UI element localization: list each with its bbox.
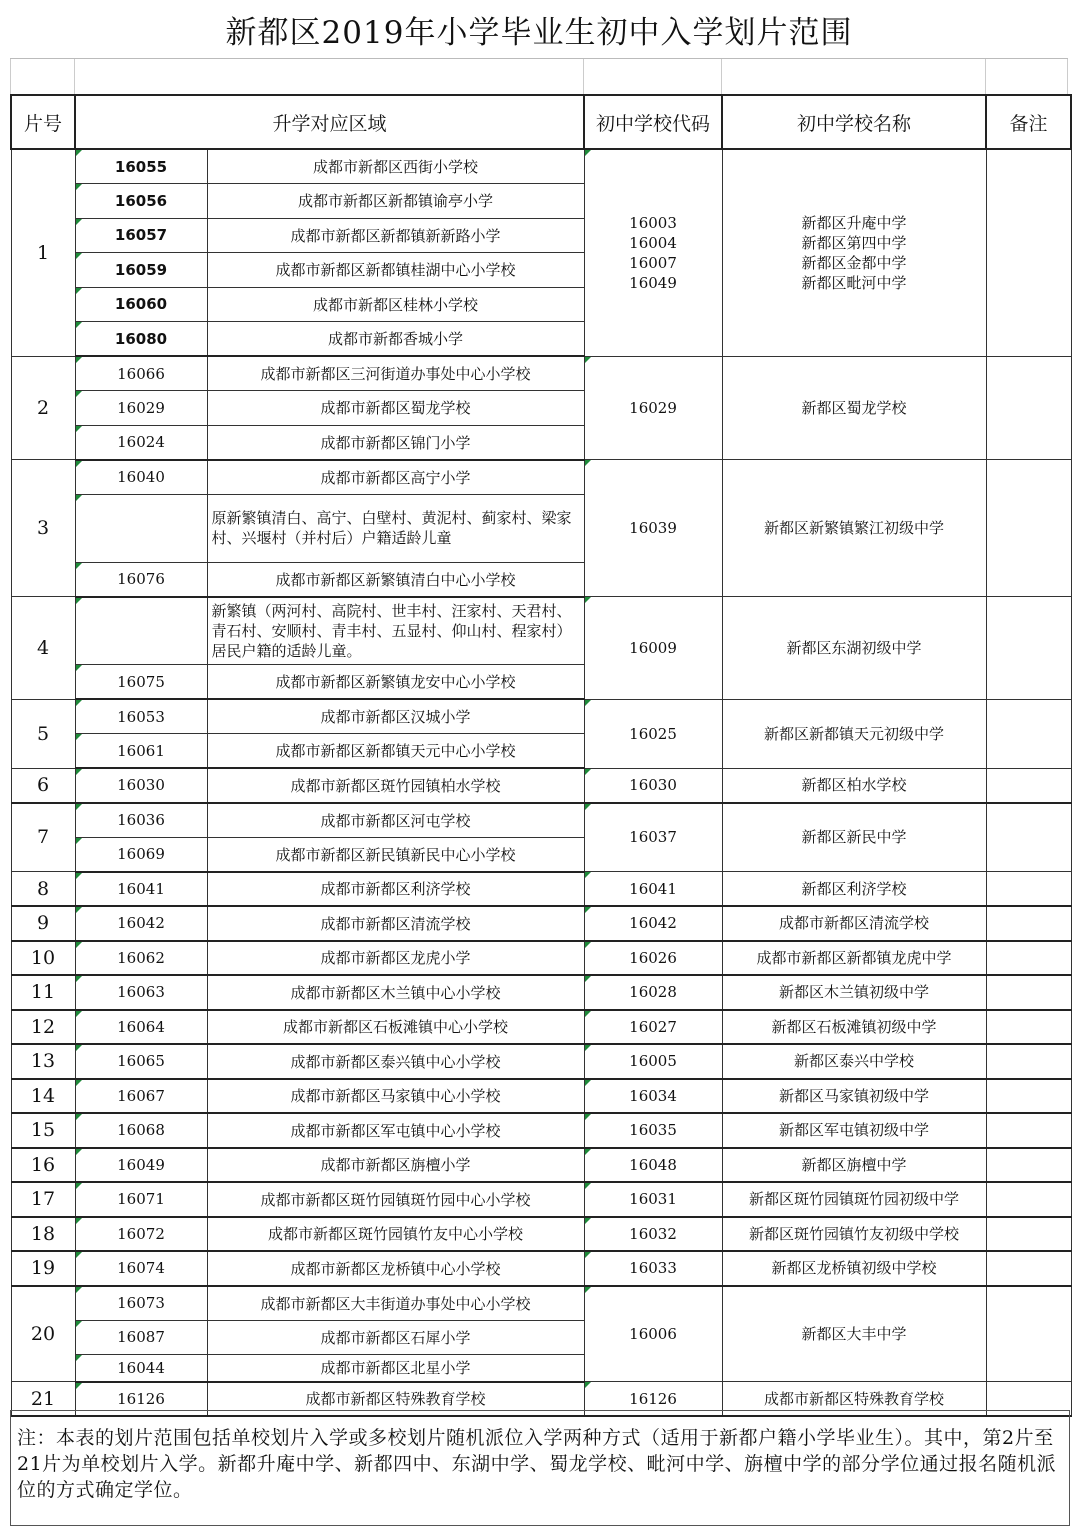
note-cell — [986, 872, 1071, 907]
middle-school-name: 新都区新都镇天元初级中学 — [722, 699, 986, 768]
primary-school-name: 成都市新都区马家镇中心小学校 — [207, 1079, 584, 1114]
middle-school-name: 成都市新都区清流学校 — [722, 906, 986, 941]
primary-school-code: 16055 — [75, 149, 207, 184]
primary-school-code: 16087 — [75, 1320, 207, 1355]
note-cell — [986, 975, 1071, 1010]
middle-school-code: 16035 — [584, 1113, 722, 1148]
table-row — [11, 768, 1071, 803]
pian-number: 15 — [11, 1113, 75, 1148]
note-cell — [986, 1148, 1071, 1183]
pian-number: 10 — [11, 941, 75, 976]
pian-number: 19 — [11, 1251, 75, 1286]
pian-number: 18 — [11, 1217, 75, 1252]
middle-school-name: 新都区马家镇初级中学 — [722, 1079, 986, 1114]
pian-number: 9 — [11, 906, 75, 941]
primary-school-code: 16063 — [75, 975, 207, 1010]
primary-school-name: 成都市新都区新都镇谕亭小学 — [207, 184, 584, 219]
pian-number: 17 — [11, 1182, 75, 1217]
primary-school-code: 16068 — [75, 1113, 207, 1148]
middle-school-code: 16027 — [584, 1010, 722, 1045]
table-row — [11, 1286, 1071, 1321]
primary-school-code: 16040 — [75, 460, 207, 495]
primary-school-code: 16061 — [75, 734, 207, 769]
gridline — [1067, 59, 1068, 95]
header-mcode: 初中学校代码 — [584, 95, 722, 149]
page-title: 新都区2019年小学毕业生初中入学划片范围 — [225, 14, 853, 51]
middle-school-code: 16041 — [584, 872, 722, 907]
middle-school-code: 16033 — [584, 1251, 722, 1286]
primary-school-name: 成都市新都区龙虎小学 — [207, 941, 584, 976]
primary-school-name: 成都市新都区大丰街道办事处中心小学校 — [207, 1286, 584, 1321]
table-row — [11, 1010, 1071, 1045]
zoning-table — [10, 94, 1072, 1417]
primary-school-code: 16067 — [75, 1079, 207, 1114]
primary-school-name: 成都市新都区石犀小学 — [207, 1320, 584, 1355]
primary-school-name: 成都市新都区汉城小学 — [207, 699, 584, 734]
note-cell — [986, 1044, 1071, 1079]
primary-school-name: 成都市新都区斑竹园镇竹友中心小学校 — [207, 1217, 584, 1252]
table-row — [11, 803, 1071, 838]
middle-school-name: 新都区斑竹园镇竹友初级中学校 — [722, 1217, 986, 1252]
table-row — [11, 699, 1071, 734]
pian-number: 14 — [11, 1079, 75, 1114]
middle-school-code: 16003 16004 16007 16049 — [584, 149, 722, 356]
primary-school-name: 新繁镇（两河村、高院村、世丰村、汪家村、天君村、青石村、安顺村、青丰村、五显村、仰山村、程家村）居民户籍的适龄儿童。 — [207, 597, 584, 665]
primary-school-name: 成都市新都区清流学校 — [207, 906, 584, 941]
primary-school-name: 成都市新都区锦门小学 — [207, 425, 584, 460]
primary-school-name: 成都市新都区新民镇新民中心小学校 — [207, 837, 584, 872]
primary-school-name: 成都市新都区三河街道办事处中心小学校 — [207, 356, 584, 391]
pian-number: 7 — [11, 803, 75, 872]
primary-school-name: 成都市新都区蜀龙学校 — [207, 391, 584, 426]
middle-school-code: 16126 — [584, 1382, 722, 1417]
note-cell — [986, 699, 1071, 768]
gridline — [74, 59, 75, 95]
middle-school-name: 新都区木兰镇初级中学 — [722, 975, 986, 1010]
primary-school-name: 成都市新都区泰兴镇中心小学校 — [207, 1044, 584, 1079]
note-cell — [986, 1286, 1071, 1382]
primary-school-code: 16030 — [75, 768, 207, 803]
note-cell — [986, 906, 1071, 941]
note-cell — [986, 803, 1071, 872]
pian-number: 6 — [11, 768, 75, 803]
table-row — [11, 460, 1071, 495]
primary-school-name: 成都市新都区新繁镇龙安中心小学校 — [207, 665, 584, 700]
pian-number: 20 — [11, 1286, 75, 1382]
primary-school-name: 成都市新都区龙桥镇中心小学校 — [207, 1251, 584, 1286]
middle-school-name: 新都区军屯镇初级中学 — [722, 1113, 986, 1148]
primary-school-name: 成都市新都区特殊教育学校 — [207, 1382, 584, 1417]
table-row — [11, 906, 1071, 941]
pian-number: 12 — [11, 1010, 75, 1045]
primary-school-code: 16044 — [75, 1355, 207, 1382]
pian-number: 8 — [11, 872, 75, 907]
middle-school-code: 16009 — [584, 597, 722, 700]
primary-school-code: 16042 — [75, 906, 207, 941]
primary-school-code: 16057 — [75, 218, 207, 253]
pian-number: 21 — [11, 1382, 75, 1417]
primary-school-name: 成都市新都区军屯镇中心小学校 — [207, 1113, 584, 1148]
middle-school-name: 新都区泰兴中学校 — [722, 1044, 986, 1079]
table-row — [11, 1251, 1071, 1286]
middle-school-code: 16029 — [584, 356, 722, 460]
primary-school-name: 成都市新都区利济学校 — [207, 872, 584, 907]
table-row — [11, 1217, 1071, 1252]
primary-school-code: 16060 — [75, 287, 207, 322]
primary-school-code: 16062 — [75, 941, 207, 976]
table-row — [11, 597, 1071, 665]
primary-school-name: 成都市新都区新都镇桂湖中心小学校 — [207, 253, 584, 288]
note-cell — [986, 1010, 1071, 1045]
middle-school-code: 16006 — [584, 1286, 722, 1382]
primary-school-code: 16029 — [75, 391, 207, 426]
primary-school-code: 16076 — [75, 562, 207, 597]
primary-school-name: 成都市新都区斑竹园镇柏水学校 — [207, 768, 584, 803]
primary-school-name: 原新繁镇清白、高宁、白壁村、黄泥村、蓟家村、梁家村、兴堰村（并村后）户籍适龄儿童 — [207, 494, 584, 562]
note-cell — [986, 1079, 1071, 1114]
pian-number: 3 — [11, 460, 75, 597]
middle-school-name: 新都区龙桥镇初级中学校 — [722, 1251, 986, 1286]
note-cell — [986, 597, 1071, 700]
middle-school-name: 新都区蜀龙学校 — [722, 356, 986, 460]
primary-school-code: 16072 — [75, 1217, 207, 1252]
gridline — [721, 59, 722, 95]
middle-school-name: 新都区石板滩镇初级中学 — [722, 1010, 986, 1045]
table-row — [11, 149, 1071, 184]
header-row — [11, 95, 1071, 149]
middle-school-code: 16031 — [584, 1182, 722, 1217]
middle-school-name: 成都市新都区新都镇龙虎中学 — [722, 941, 986, 976]
footer-note: 注：本表的划片范围包括单校划片入学或多校划片随机派位入学两种方式（适用于新都户籍小学毕业生）。其中，第2片至21片为单校划片入学。新都升庵中学、新都四中、东湖中学、蜀龙学校、毗河中学、旃檀中学的部分学位通过报名随机派位的方式确定学位。 — [10, 1410, 1070, 1526]
primary-school-name: 成都市新都区石板滩镇中心小学校 — [207, 1010, 584, 1045]
middle-school-code: 16039 — [584, 460, 722, 597]
table-row — [11, 975, 1071, 1010]
middle-school-code: 16005 — [584, 1044, 722, 1079]
header-area: 升学对应区域 — [75, 95, 584, 149]
table-row — [11, 1044, 1071, 1079]
pian-number: 13 — [11, 1044, 75, 1079]
middle-school-code: 16028 — [584, 975, 722, 1010]
primary-school-code — [75, 597, 207, 665]
primary-school-name: 成都市新都香城小学 — [207, 322, 584, 357]
middle-school-name: 新都区新民中学 — [722, 803, 986, 872]
middle-school-name: 新都区大丰中学 — [722, 1286, 986, 1382]
note-cell — [986, 149, 1071, 356]
pian-number: 2 — [11, 356, 75, 460]
primary-school-name: 成都市新都区北星小学 — [207, 1355, 584, 1382]
header-note: 备注 — [986, 95, 1071, 149]
primary-school-name: 成都市新都区斑竹园镇斑竹园中心小学校 — [207, 1182, 584, 1217]
primary-school-code: 16036 — [75, 803, 207, 838]
pian-number: 4 — [11, 597, 75, 700]
primary-school-name: 成都市新都区新都镇天元中心小学校 — [207, 734, 584, 769]
header-pian: 片号 — [11, 95, 75, 149]
note-cell — [986, 460, 1071, 597]
primary-school-name: 成都市新都区桂林小学校 — [207, 287, 584, 322]
primary-school-code: 16059 — [75, 253, 207, 288]
table-row — [11, 941, 1071, 976]
primary-school-name: 成都市新都区高宁小学 — [207, 460, 584, 495]
primary-school-name: 成都市新都区旃檀小学 — [207, 1148, 584, 1183]
middle-school-name: 新都区东湖初级中学 — [722, 597, 986, 700]
middle-school-code: 16030 — [584, 768, 722, 803]
middle-school-code: 16034 — [584, 1079, 722, 1114]
gridline — [583, 59, 584, 95]
table-row — [11, 1182, 1071, 1217]
pian-number: 16 — [11, 1148, 75, 1183]
primary-school-code: 16065 — [75, 1044, 207, 1079]
note-cell — [986, 1182, 1071, 1217]
primary-school-name: 成都市新都区新都镇新新路小学 — [207, 218, 584, 253]
primary-school-name: 成都市新都区新繁镇清白中心小学校 — [207, 562, 584, 597]
table-row — [11, 872, 1071, 907]
gridline — [10, 59, 11, 95]
primary-school-code: 16126 — [75, 1382, 207, 1417]
primary-school-code: 16056 — [75, 184, 207, 219]
table-row — [11, 1148, 1071, 1183]
table-row — [11, 356, 1071, 391]
primary-school-code: 16041 — [75, 872, 207, 907]
primary-school-code: 16066 — [75, 356, 207, 391]
primary-school-code: 16073 — [75, 1286, 207, 1321]
middle-school-name: 新都区旃檀中学 — [722, 1148, 986, 1183]
pian-number: 11 — [11, 975, 75, 1010]
note-cell — [986, 1217, 1071, 1252]
blank-row — [10, 58, 1068, 95]
middle-school-code: 16032 — [584, 1217, 722, 1252]
middle-school-code: 16025 — [584, 699, 722, 768]
middle-school-name: 新都区斑竹园镇斑竹园初级中学 — [722, 1182, 986, 1217]
primary-school-code: 16080 — [75, 322, 207, 357]
primary-school-name: 成都市新都区木兰镇中心小学校 — [207, 975, 584, 1010]
primary-school-code: 16024 — [75, 425, 207, 460]
middle-school-name: 新都区新繁镇繁江初级中学 — [722, 460, 986, 597]
middle-school-name: 新都区柏水学校 — [722, 768, 986, 803]
primary-school-code: 16075 — [75, 665, 207, 700]
primary-school-code: 16053 — [75, 699, 207, 734]
note-cell — [986, 768, 1071, 803]
pian-number: 5 — [11, 699, 75, 768]
note-cell — [986, 941, 1071, 976]
note-cell — [986, 1251, 1071, 1286]
primary-school-code — [75, 494, 207, 562]
pian-number: 1 — [11, 149, 75, 356]
primary-school-code: 16069 — [75, 837, 207, 872]
gridline — [985, 59, 986, 95]
middle-school-name: 成都市新都区特殊教育学校 — [722, 1382, 986, 1417]
primary-school-code: 16049 — [75, 1148, 207, 1183]
primary-school-code: 16071 — [75, 1182, 207, 1217]
primary-school-name: 成都市新都区河屯学校 — [207, 803, 584, 838]
primary-school-name: 成都市新都区西街小学校 — [207, 149, 584, 184]
middle-school-code: 16042 — [584, 906, 722, 941]
note-cell — [986, 1113, 1071, 1148]
middle-school-code: 16037 — [584, 803, 722, 872]
middle-school-name: 新都区利济学校 — [722, 872, 986, 907]
middle-school-code: 16048 — [584, 1148, 722, 1183]
table-body — [11, 149, 1071, 1416]
header-mname: 初中学校名称 — [722, 95, 986, 149]
middle-school-name: 新都区升庵中学 新都区第四中学 新都区金都中学 新都区毗河中学 — [722, 149, 986, 356]
table-row — [11, 1079, 1071, 1114]
primary-school-code: 16064 — [75, 1010, 207, 1045]
note-cell — [986, 356, 1071, 460]
primary-school-code: 16074 — [75, 1251, 207, 1286]
middle-school-code: 16026 — [584, 941, 722, 976]
table-row — [11, 1113, 1071, 1148]
